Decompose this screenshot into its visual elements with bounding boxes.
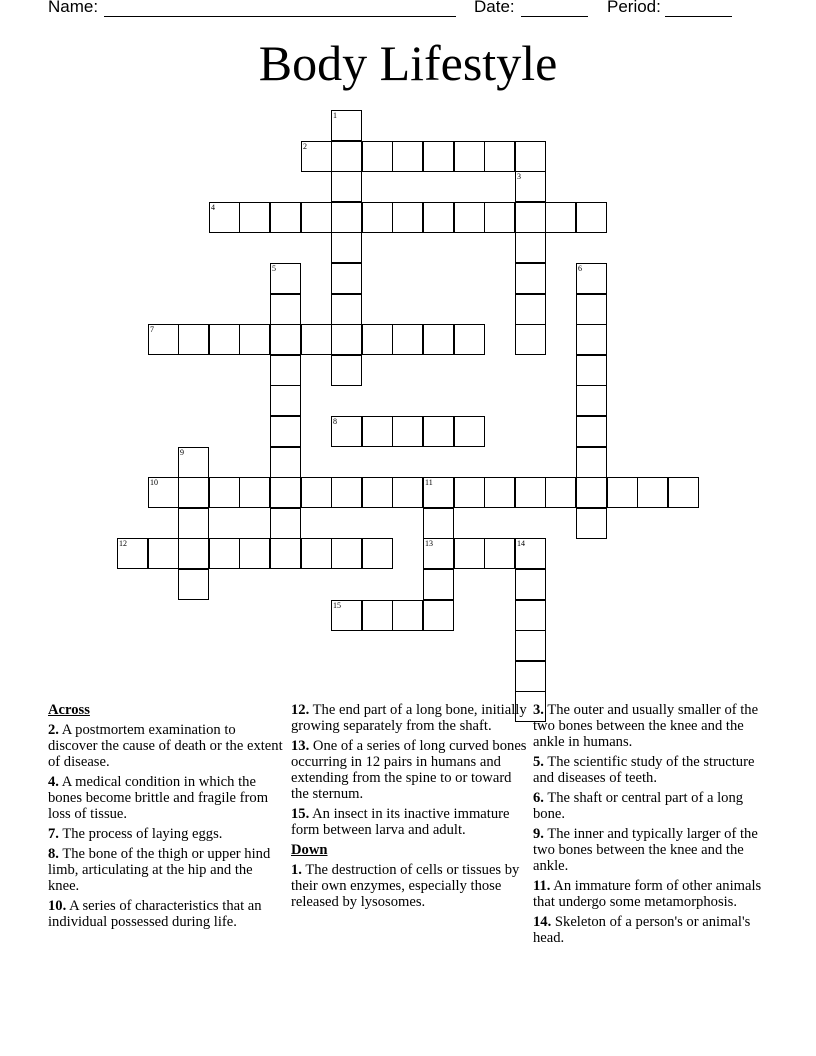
clue-down-1: 1. The destruction of cells or tissues by their own enzymes, especially those released by lysosomes. bbox=[291, 862, 520, 910]
clue-column-3 bbox=[533, 702, 769, 950]
grid-cell[interactable] bbox=[515, 569, 546, 600]
grid-cell[interactable] bbox=[331, 141, 362, 172]
grid-cell[interactable] bbox=[362, 538, 393, 569]
grid-cell[interactable] bbox=[362, 477, 393, 508]
grid-cell[interactable] bbox=[392, 202, 423, 233]
grid-cell[interactable] bbox=[545, 202, 576, 233]
grid-cell[interactable] bbox=[209, 324, 240, 355]
date-label: Date: bbox=[474, 0, 515, 16]
clue-across-10: 10. A series of characteristics that an individual possessed during life. bbox=[48, 898, 262, 930]
grid-cell[interactable] bbox=[301, 202, 332, 233]
cell-number: 2 bbox=[303, 142, 307, 151]
cell-number: 7 bbox=[150, 325, 154, 334]
period-label: Period: bbox=[607, 0, 661, 16]
grid-cell[interactable] bbox=[178, 447, 209, 478]
clue-across-4: 4. A medical condition in which the bones become brittle and fragile from loss of tissue. bbox=[48, 774, 269, 822]
grid-cell[interactable] bbox=[515, 630, 546, 661]
grid-cell[interactable] bbox=[576, 355, 607, 386]
grid-cell[interactable] bbox=[178, 508, 209, 539]
clue-across-12: 12. The end part of a long bone, initially growing separately from the shaft. bbox=[291, 702, 527, 734]
grid-cell[interactable] bbox=[392, 600, 423, 631]
grid-cell[interactable] bbox=[239, 202, 270, 233]
grid-cell[interactable] bbox=[423, 477, 454, 508]
grid-cell[interactable] bbox=[515, 141, 546, 172]
grid-cell[interactable] bbox=[607, 477, 638, 508]
grid-cell[interactable] bbox=[301, 141, 332, 172]
grid-cell[interactable] bbox=[392, 477, 423, 508]
grid-cell[interactable] bbox=[331, 202, 362, 233]
grid-cell[interactable] bbox=[331, 600, 362, 631]
cell-number: 9 bbox=[180, 448, 184, 457]
grid-cell[interactable] bbox=[576, 416, 607, 447]
grid-cell[interactable] bbox=[576, 324, 607, 355]
clue-column-1 bbox=[48, 702, 284, 934]
grid-cell[interactable] bbox=[423, 569, 454, 600]
clue-down-5: 5. The scientific study of the structure and diseases of teeth. bbox=[533, 754, 755, 786]
grid-cell[interactable] bbox=[270, 202, 301, 233]
grid-cell[interactable] bbox=[423, 416, 454, 447]
grid-cell[interactable] bbox=[362, 141, 393, 172]
grid-cell[interactable] bbox=[484, 477, 515, 508]
grid-cell[interactable] bbox=[270, 324, 301, 355]
grid-cell[interactable] bbox=[423, 141, 454, 172]
cell-number: 15 bbox=[333, 601, 341, 610]
grid-cell[interactable] bbox=[637, 477, 668, 508]
grid-cell[interactable] bbox=[270, 508, 301, 539]
grid-cell[interactable] bbox=[331, 294, 362, 325]
grid-cell[interactable] bbox=[668, 477, 699, 508]
grid-cell[interactable] bbox=[423, 324, 454, 355]
clue-across-2: 2. A postmortem examination to discover the cause of death or the extent of disease. bbox=[48, 722, 283, 770]
grid-cell[interactable] bbox=[576, 202, 607, 233]
clue-down-3: 3. The outer and usually smaller of the two bones between the knee and the ankle in humans. bbox=[533, 702, 759, 750]
grid-cell[interactable] bbox=[423, 538, 454, 569]
grid-cell[interactable] bbox=[484, 141, 515, 172]
grid-cell[interactable] bbox=[515, 477, 546, 508]
grid-cell[interactable] bbox=[454, 141, 485, 172]
grid-cell[interactable] bbox=[331, 477, 362, 508]
grid-cell[interactable] bbox=[239, 538, 270, 569]
grid-cell[interactable] bbox=[178, 538, 209, 569]
grid-cell[interactable] bbox=[515, 538, 546, 569]
grid-cell[interactable] bbox=[454, 477, 485, 508]
grid-cell[interactable] bbox=[362, 600, 393, 631]
grid-cell[interactable] bbox=[331, 110, 362, 141]
clue-across-8: 8. The bone of the thigh or upper hind limb, articulating at the hip and the knee. bbox=[48, 846, 271, 894]
clue-down-6: 6. The shaft or central part of a long bone. bbox=[533, 790, 744, 822]
grid-cell[interactable] bbox=[484, 202, 515, 233]
grid-cell[interactable] bbox=[270, 263, 301, 294]
cell-number: 5 bbox=[272, 264, 276, 273]
grid-cell[interactable] bbox=[117, 538, 148, 569]
grid-cell[interactable] bbox=[576, 508, 607, 539]
grid-cell[interactable] bbox=[454, 324, 485, 355]
grid-cell[interactable] bbox=[331, 355, 362, 386]
grid-cell[interactable] bbox=[362, 202, 393, 233]
grid-cell[interactable] bbox=[576, 263, 607, 294]
grid-cell[interactable] bbox=[515, 294, 546, 325]
grid-cell[interactable] bbox=[362, 324, 393, 355]
grid-cell[interactable] bbox=[148, 538, 179, 569]
grid-cell[interactable] bbox=[270, 447, 301, 478]
grid-cell[interactable] bbox=[239, 324, 270, 355]
grid-cell[interactable] bbox=[576, 447, 607, 478]
cell-number: 12 bbox=[119, 539, 127, 548]
cell-number: 11 bbox=[425, 478, 433, 487]
grid-cell[interactable] bbox=[178, 324, 209, 355]
name-label: Name: bbox=[48, 0, 99, 16]
grid-cell[interactable] bbox=[515, 263, 546, 294]
cell-number: 3 bbox=[517, 172, 521, 181]
grid-cell[interactable] bbox=[148, 324, 179, 355]
cell-number: 6 bbox=[578, 264, 582, 273]
grid-cell[interactable] bbox=[392, 416, 423, 447]
grid-cell[interactable] bbox=[454, 538, 485, 569]
grid-cell[interactable] bbox=[331, 324, 362, 355]
grid-cell[interactable] bbox=[576, 385, 607, 416]
cell-number: 10 bbox=[150, 478, 158, 487]
grid-cell[interactable] bbox=[454, 416, 485, 447]
grid-cell[interactable] bbox=[270, 294, 301, 325]
clue-across-7: 7. The process of laying eggs. bbox=[48, 826, 223, 842]
clue-down-14: 14. Skeleton of a person's or animal's head. bbox=[533, 914, 751, 946]
grid-cell[interactable] bbox=[301, 477, 332, 508]
grid-cell[interactable] bbox=[515, 171, 546, 202]
grid-cell[interactable] bbox=[331, 232, 362, 263]
grid-cell[interactable] bbox=[178, 477, 209, 508]
grid-cell[interactable] bbox=[331, 171, 362, 202]
grid-cell[interactable] bbox=[515, 232, 546, 263]
puzzle-title: Body Lifestyle bbox=[258, 35, 558, 91]
grid-cell[interactable] bbox=[576, 294, 607, 325]
grid-cell[interactable] bbox=[484, 538, 515, 569]
grid-cell[interactable] bbox=[423, 202, 454, 233]
grid-cell[interactable] bbox=[270, 538, 301, 569]
grid-cell[interactable] bbox=[545, 477, 576, 508]
cell-number: 14 bbox=[517, 539, 525, 548]
grid-cell[interactable] bbox=[392, 324, 423, 355]
cell-number: 1 bbox=[333, 111, 337, 120]
grid-cell[interactable] bbox=[392, 141, 423, 172]
grid-cell[interactable] bbox=[239, 477, 270, 508]
grid-cell[interactable] bbox=[270, 416, 301, 447]
grid-cell[interactable] bbox=[301, 538, 332, 569]
grid-cell[interactable] bbox=[270, 385, 301, 416]
grid-cell[interactable] bbox=[301, 324, 332, 355]
grid-cell[interactable] bbox=[331, 416, 362, 447]
grid-cell[interactable] bbox=[331, 538, 362, 569]
clue-column-2 bbox=[291, 702, 527, 914]
grid-cell[interactable] bbox=[178, 569, 209, 600]
clue-across-13: 13. One of a series of long curved bones occurring in 12 pairs in humans and extending from the spine to or toward the sternum. bbox=[291, 738, 527, 802]
down-heading: Down bbox=[291, 842, 328, 858]
grid-cell[interactable] bbox=[270, 355, 301, 386]
grid-cell[interactable] bbox=[576, 477, 607, 508]
grid-cell[interactable] bbox=[270, 477, 301, 508]
grid-cell[interactable] bbox=[515, 202, 546, 233]
grid-cell[interactable] bbox=[515, 324, 546, 355]
grid-cell[interactable] bbox=[362, 416, 393, 447]
clue-down-11: 11. An immature form of other animals that undergo some metamorphosis. bbox=[533, 878, 762, 910]
across-heading: Across bbox=[48, 702, 90, 718]
grid-cell[interactable] bbox=[209, 202, 240, 233]
grid-cell[interactable] bbox=[423, 600, 454, 631]
grid-cell[interactable] bbox=[515, 600, 546, 631]
grid-cell[interactable] bbox=[423, 508, 454, 539]
grid-cell[interactable] bbox=[515, 661, 546, 692]
cell-number: 4 bbox=[211, 203, 215, 212]
grid-cell[interactable] bbox=[209, 477, 240, 508]
clue-down-9: 9. The inner and typically larger of the two bones between the knee and the ankle. bbox=[533, 826, 758, 874]
cell-number: 8 bbox=[333, 417, 337, 426]
grid-cell[interactable] bbox=[209, 538, 240, 569]
clue-across-15: 15. An insect in its inactive immature form between larva and adult. bbox=[291, 806, 510, 838]
grid-cell[interactable] bbox=[148, 477, 179, 508]
grid-cell[interactable] bbox=[454, 202, 485, 233]
grid-cell[interactable] bbox=[331, 263, 362, 294]
cell-number: 13 bbox=[425, 539, 433, 548]
